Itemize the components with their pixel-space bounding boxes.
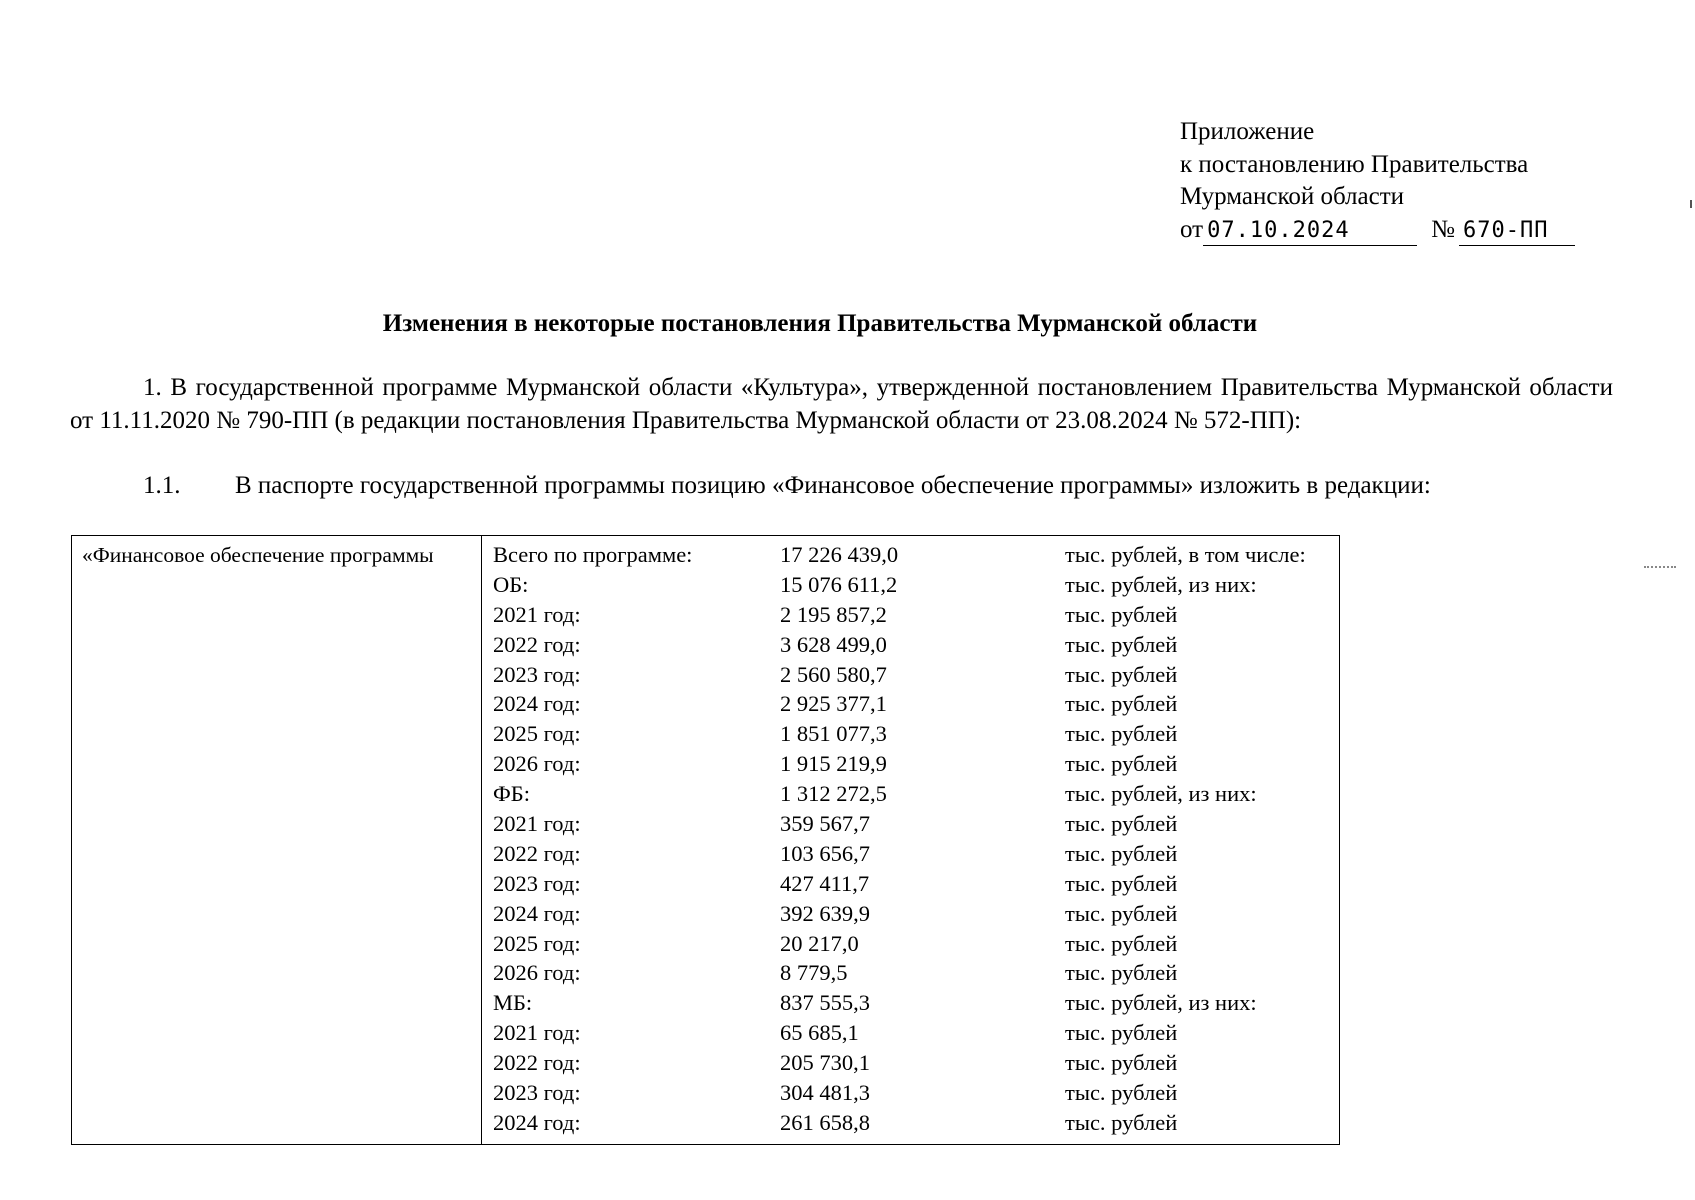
row-unit: тыс. рублей	[1065, 751, 1178, 777]
table-row	[482, 1018, 1339, 1048]
table-row	[482, 839, 1339, 869]
row-unit: тыс. рублей	[1065, 691, 1178, 717]
table-row	[482, 600, 1339, 630]
row-unit: тыс. рублей	[1065, 960, 1178, 986]
row-unit: тыс. рублей	[1065, 1050, 1178, 1076]
row-amount: 2 925 377,1	[780, 691, 887, 717]
table-row	[482, 899, 1339, 929]
row-amount: 15 076 611,2	[780, 571, 898, 597]
appendix-region: Мурманской области	[1180, 183, 1405, 210]
document-title: Изменения в некоторые постановления Правительства Мурманской области	[382, 310, 1258, 337]
table-row	[482, 809, 1339, 839]
table-row	[482, 1048, 1339, 1078]
decree-date-number	[1180, 214, 1575, 247]
row-unit: тыс. рублей	[1065, 1080, 1178, 1106]
table-row	[482, 1108, 1339, 1138]
row-label: 2023 год:	[493, 870, 581, 896]
paragraph-1-1	[143, 470, 1431, 502]
appendix-header	[1180, 116, 1575, 246]
row-label: 2024 год:	[493, 691, 581, 717]
decree-date: 07.10.2024	[1203, 218, 1417, 246]
table-row	[482, 1078, 1339, 1108]
row-unit: тыс. рублей	[1065, 1109, 1178, 1135]
row-label: 2026 год:	[493, 751, 581, 777]
row-amount: 3 628 499,0	[780, 631, 887, 657]
table-row	[482, 540, 1339, 570]
row-label: 2021 год:	[493, 1020, 581, 1046]
number-sign: №	[1431, 215, 1455, 243]
row-amount: 261 658,8	[780, 1109, 870, 1135]
row-amount: 359 567,7	[780, 811, 870, 837]
row-unit: тыс. рублей	[1065, 840, 1178, 866]
row-label: 2022 год:	[493, 631, 581, 657]
row-amount: 1 851 077,3	[780, 721, 887, 747]
row-unit: тыс. рублей	[1065, 721, 1178, 747]
row-label: 2023 год:	[493, 1080, 581, 1106]
row-unit: тыс. рублей	[1065, 930, 1178, 956]
row-amount: 1 915 219,9	[780, 751, 887, 777]
row-label: 2023 год:	[493, 661, 581, 687]
scan-edge-mark	[1690, 200, 1692, 208]
row-amount: 20 217,0	[780, 930, 859, 956]
table-row	[482, 570, 1339, 600]
row-amount: 65 685,1	[780, 1020, 859, 1046]
row-label: Всего по программе:	[493, 542, 693, 567]
row-amount: 17 226 439,0	[780, 542, 899, 567]
row-unit: тыс. рублей, из них:	[1065, 571, 1257, 597]
finance-table-position-cell: «Финансовое обеспечение программы	[72, 536, 482, 1144]
row-label: 2026 год:	[493, 960, 581, 986]
row-label: 2025 год:	[493, 721, 581, 747]
decree-number: 670-ПП	[1459, 218, 1575, 246]
row-amount: 837 555,3	[780, 990, 870, 1016]
table-row	[482, 719, 1339, 749]
row-unit: тыс. рублей, в том числе:	[1065, 542, 1306, 567]
row-amount: 205 730,1	[780, 1050, 870, 1076]
table-row	[482, 929, 1339, 959]
table-row	[482, 779, 1339, 809]
row-amount: 2 560 580,7	[780, 661, 887, 687]
row-label: ФБ:	[493, 781, 530, 807]
finance-table-values	[482, 540, 1339, 1138]
row-unit: тыс. рублей	[1065, 1020, 1178, 1046]
paragraph-number: 1.1.	[143, 472, 181, 499]
table-row	[482, 988, 1339, 1018]
paragraph-1: 1. В государственной программе Мурманской области «Культура», утвержденной постановлением Правительства Мурманской области от 11.11.2020 № 790-ПП (в редакции постановления Правительства Мурманской области от 23.08.2024 № 572-ПП):	[70, 374, 1613, 434]
paragraph-text: В паспорте государственной программы позицию «Финансовое обеспечение программы» изложить в редакции:	[235, 472, 1431, 499]
row-unit: тыс. рублей	[1065, 661, 1178, 687]
row-label: 2021 год:	[493, 811, 581, 837]
row-unit: тыс. рублей	[1065, 900, 1178, 926]
row-amount: 427 411,7	[780, 870, 870, 896]
row-amount: 8 779,5	[780, 960, 848, 986]
row-label: 2024 год:	[493, 900, 581, 926]
row-unit: тыс. рублей	[1065, 601, 1178, 627]
row-amount: 2 195 857,2	[780, 601, 887, 627]
row-label: 2021 год:	[493, 601, 581, 627]
row-amount: 103 656,7	[780, 840, 870, 866]
table-row	[482, 660, 1339, 690]
row-unit: тыс. рублей, из них:	[1065, 781, 1257, 807]
row-amount: 1 312 272,5	[780, 781, 887, 807]
scan-specks	[1644, 566, 1676, 570]
table-row	[482, 689, 1339, 719]
table-row	[482, 749, 1339, 779]
row-unit: тыс. рублей	[1065, 811, 1178, 837]
row-label: 2024 год:	[493, 1109, 581, 1135]
row-amount: 304 481,3	[780, 1080, 870, 1106]
row-unit: тыс. рублей	[1065, 631, 1178, 657]
finance-table	[71, 535, 1340, 1145]
row-label: 2022 год:	[493, 840, 581, 866]
table-row	[482, 869, 1339, 899]
row-label: МБ:	[493, 990, 533, 1016]
row-label: 2025 год:	[493, 930, 581, 956]
table-row	[482, 958, 1339, 988]
row-unit: тыс. рублей	[1065, 870, 1178, 896]
date-prefix: от	[1180, 215, 1204, 243]
appendix-title: Приложение	[1180, 118, 1315, 145]
row-label: ОБ:	[493, 571, 529, 597]
row-unit: тыс. рублей, из них:	[1065, 990, 1257, 1016]
appendix-to-decree: к постановлению Правительства	[1180, 150, 1529, 178]
row-label: 2022 год:	[493, 1050, 581, 1076]
table-row	[482, 630, 1339, 660]
row-amount: 392 639,9	[780, 900, 870, 926]
